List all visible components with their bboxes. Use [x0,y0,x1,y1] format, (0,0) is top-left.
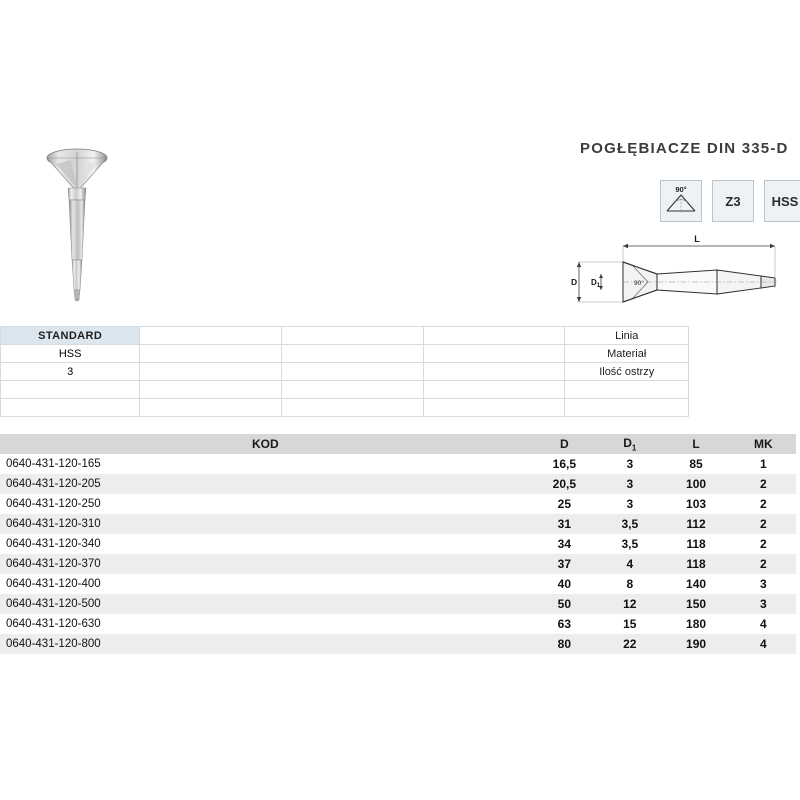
cell-d: 63 [557,617,572,631]
spec-empty [282,363,424,381]
spec-empty [140,363,282,381]
spec-icon-row [660,180,800,222]
spec-label: Linia [565,327,689,345]
spec-table-body [1,327,689,417]
spec-empty [140,345,282,363]
table-row [0,514,796,534]
table-row [1,381,689,399]
cell-l: 103 [686,497,707,511]
cell-kod: 0640-431-120-310 [6,518,101,530]
cell-l: 85 [689,457,703,471]
spec-empty [423,399,565,417]
cell-l: 118 [686,537,706,551]
spec-empty [423,363,565,381]
column-header-mk: MK [731,434,796,454]
table-row [1,327,689,345]
table-row [0,454,796,474]
cell-l: 150 [686,597,707,611]
cell-mk: 2 [759,557,767,571]
spec-empty [282,327,424,345]
spec-table [0,326,689,417]
cell-mk: 2 [759,537,767,551]
cell-l: 190 [686,637,707,651]
product-code-table-head [0,434,796,454]
table-row [0,634,796,654]
cell-d: 20,5 [552,477,577,491]
cell-mk: 2 [759,497,767,511]
table-row [1,399,689,417]
spec-value [1,399,140,417]
column-header-l: L [661,434,730,454]
cell-d1: 15 [623,617,637,631]
countersink-photo-svg [30,130,150,310]
spec-label: Materiał [565,345,689,363]
cell-d: 31 [557,517,572,531]
cell-kod: 0640-431-120-165 [6,458,101,470]
table-row [0,494,796,514]
table-row [0,534,796,554]
table-row [0,594,796,614]
cell-d: 34 [557,537,572,551]
cell-kod: 0640-431-120-370 [6,558,101,570]
spec-value [1,381,140,399]
cell-d: 50 [557,597,572,611]
product-code-table [0,434,796,654]
page-title: POGŁĘBIACZE DIN 335-D [580,140,789,157]
cell-kod: 0640-431-120-250 [6,498,101,510]
spec-empty [282,345,424,363]
cell-d1: 3,5 [621,537,639,551]
cell-d1: 3 [626,457,634,471]
spec-empty [140,399,282,417]
table-row [0,554,796,574]
technical-drawing-svg [565,232,790,324]
cell-d1: 4 [626,557,634,571]
table-row [1,363,689,381]
cell-mk: 3 [759,597,767,611]
cell-mk: 4 [759,617,767,631]
cell-d: 37 [557,557,572,571]
cell-d: 16,5 [552,457,577,471]
spec-value: STANDARD [1,327,140,345]
svg-text:L: L [694,234,700,244]
table-row [0,574,796,594]
spec-empty [423,381,565,399]
column-header-kod: KOD [0,434,531,454]
technical-drawing [565,232,790,322]
cell-mk: 3 [759,577,767,591]
material-hss-icon: HSS [764,180,800,222]
cell-d: 40 [557,577,572,591]
cell-d: 80 [557,637,572,651]
product-code-table-body [0,454,796,654]
cell-d1: 3 [626,497,634,511]
cell-kod: 0640-431-120-205 [6,478,101,490]
cell-d1: 3,5 [621,517,639,531]
cell-mk: 2 [759,517,767,531]
product-photo [30,130,150,310]
spec-label: Ilość ostrzy [565,363,689,381]
spec-empty [140,381,282,399]
cell-d1: 12 [623,597,637,611]
table-row [0,614,796,634]
spec-empty [282,381,424,399]
cell-mk: 4 [759,637,767,651]
angle-90-icon [660,180,702,222]
column-header-d: D [531,434,599,454]
cell-l: 118 [686,557,706,571]
svg-text:D1: $D_1$ [591,278,601,289]
flutes-z3-icon: Z3 [712,180,754,222]
svg-text:D: D [571,277,578,287]
spec-empty [140,327,282,345]
cell-l: 112 [686,517,706,531]
spec-empty [423,327,565,345]
cell-d: 25 [557,497,572,511]
cell-d1: 3 [626,477,634,491]
cell-mk: 1 [759,457,767,471]
cell-mk: 2 [759,477,767,491]
product-header-area [0,0,800,320]
spec-value: HSS [1,345,140,363]
table-header-row [0,434,796,454]
cell-l: 140 [686,577,707,591]
spec-label [565,399,689,417]
cell-d1: 8 [626,577,634,591]
cell-d1: 22 [623,637,637,651]
spec-label [565,381,689,399]
cell-kod: 0640-431-120-500 [6,598,101,610]
cell-l: 100 [686,477,707,491]
svg-text:90°: 90° [675,185,687,194]
cell-kod: 0640-431-120-340 [6,538,101,550]
spec-empty [282,399,424,417]
cell-l: 180 [686,617,707,631]
svg-text:90°: 90° [634,280,644,287]
cell-kod: 0640-431-120-630 [6,618,101,630]
cell-kod: 0640-431-120-400 [6,578,101,590]
spec-value: 3 [1,363,140,381]
cell-kod: 0640-431-120-800 [6,638,101,650]
column-header-d1: $D_1$ [598,434,661,454]
spec-empty [423,345,565,363]
table-row [1,345,689,363]
table-row [0,474,796,494]
